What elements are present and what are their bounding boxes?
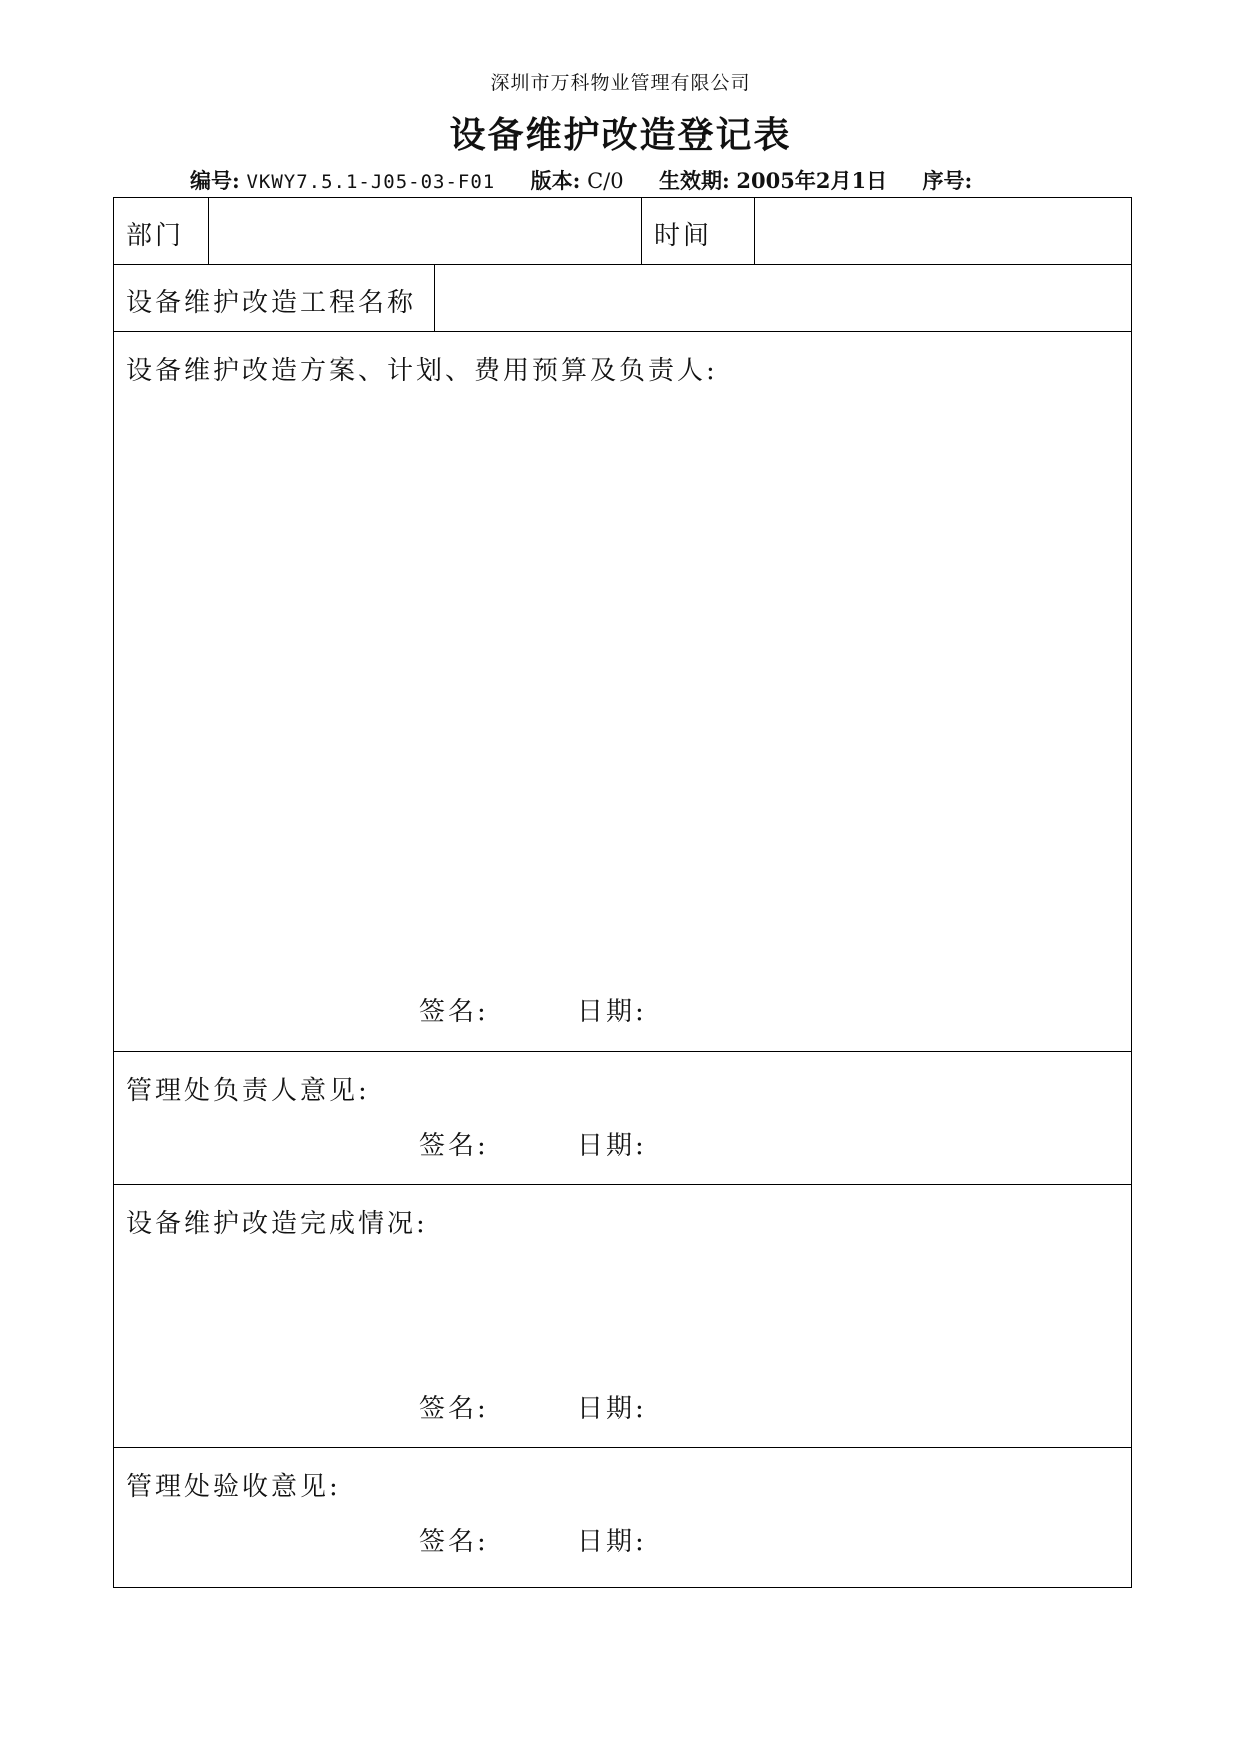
manager-opinion-section[interactable] xyxy=(114,1052,1131,1185)
time-label-cell xyxy=(642,198,755,264)
manager-date-label: 日期: xyxy=(577,1131,647,1161)
acceptance-signature-line xyxy=(419,1521,647,1558)
plan-label: 设备维护改造方案、计划、费用预算及负责人: xyxy=(126,356,718,386)
document-meta xyxy=(190,165,972,195)
acceptance-date-label: 日期: xyxy=(577,1527,647,1557)
time-field[interactable] xyxy=(755,198,1131,264)
department-label: 部门 xyxy=(126,221,185,251)
acceptance-label: 管理处验收意见: xyxy=(126,1472,341,1502)
code-value: VKWY7.5.1-J05-03-F01 xyxy=(246,171,496,193)
manager-signature-label: 签名: xyxy=(419,1131,489,1161)
version-label: 版本: xyxy=(530,168,581,193)
completion-signature-label: 签名: xyxy=(419,1394,489,1424)
page-title: 设备维护改造登记表 xyxy=(449,114,792,156)
completion-section[interactable] xyxy=(114,1185,1131,1448)
code-label: 编号: xyxy=(190,168,240,193)
acceptance-signature-label: 签名: xyxy=(419,1527,489,1557)
plan-signature-line xyxy=(419,991,647,1028)
acceptance-section[interactable] xyxy=(114,1448,1131,1589)
completion-label: 设备维护改造完成情况: xyxy=(126,1209,428,1239)
completion-signature-line xyxy=(419,1388,647,1425)
version-value: C/0 xyxy=(587,169,624,193)
project-name-row xyxy=(114,265,1131,332)
effective-date-label: 生效期: xyxy=(658,168,730,193)
registration-form xyxy=(113,197,1132,1588)
department-label-cell xyxy=(114,198,209,264)
plan-signature-label: 签名: xyxy=(419,997,489,1027)
manager-opinion-label: 管理处负责人意见: xyxy=(126,1076,370,1106)
project-name-label-cell xyxy=(114,265,435,331)
plan-date-label: 日期: xyxy=(577,997,647,1027)
project-name-field[interactable] xyxy=(435,265,1131,331)
plan-section[interactable] xyxy=(114,332,1131,1052)
department-time-row xyxy=(114,198,1131,265)
department-field[interactable] xyxy=(209,198,642,264)
manager-signature-line xyxy=(419,1125,647,1162)
time-label: 时间 xyxy=(654,221,713,251)
effective-date-value: 2005年2月1日 xyxy=(736,168,888,193)
serial-label: 序号: xyxy=(922,168,973,193)
completion-date-label: 日期: xyxy=(577,1394,647,1424)
project-name-label: 设备维护改造工程名称 xyxy=(126,288,417,318)
company-name: 深圳市万科物业管理有限公司 xyxy=(490,72,751,94)
